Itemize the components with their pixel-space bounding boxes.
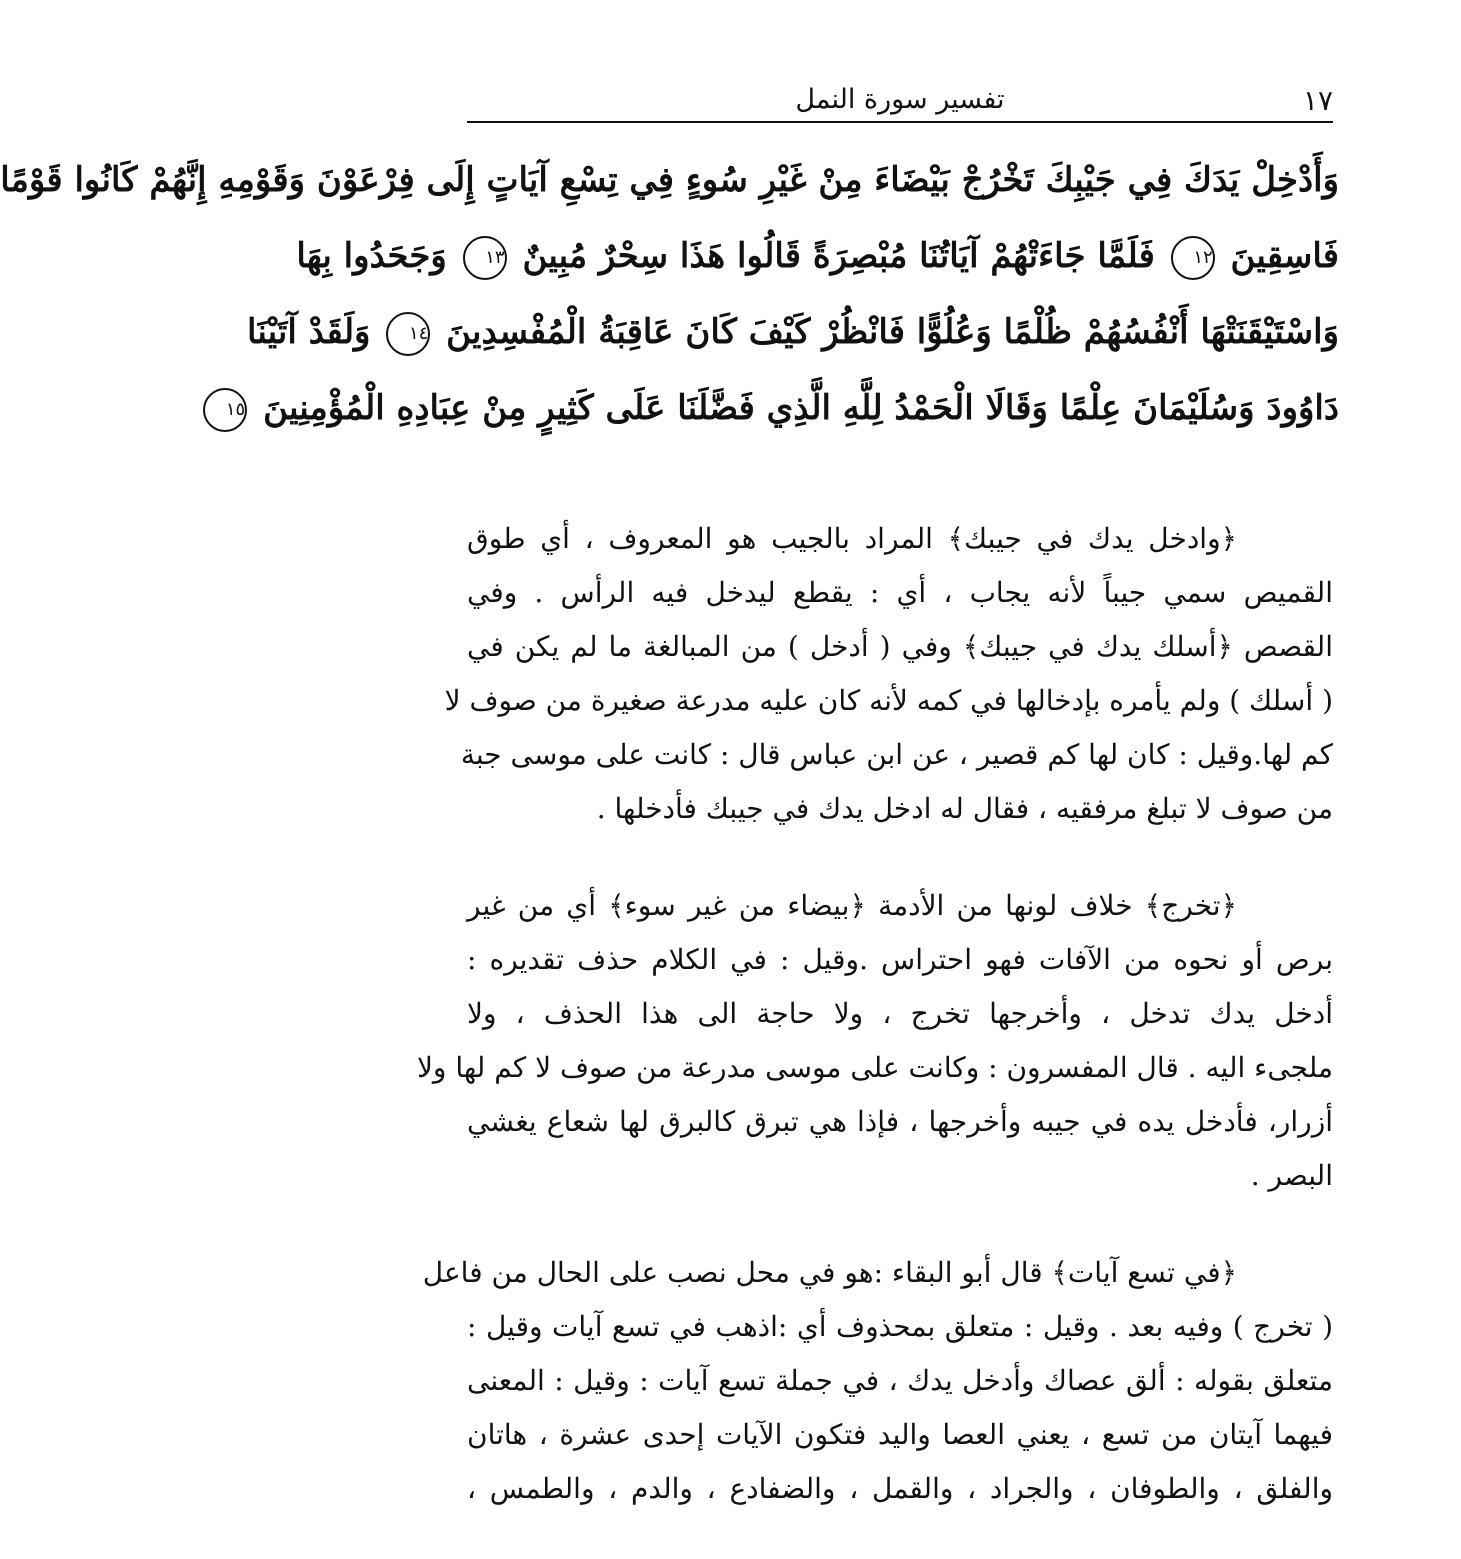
verse-number-marker: ١٣ (463, 236, 507, 280)
text-line: القميص سمي جيباً لأنه يجاب ، أي : يقطع ليدخل فيه الرأس . وفي (467, 576, 1333, 609)
text-line: كم لها.وقيل : كان لها كم قصير ، عن ابن عباس قال : كانت على موسى جبة (460, 738, 1333, 771)
page-title: تفسير سورة النمل (795, 84, 1005, 115)
verse-number-marker: ١٤ (386, 312, 430, 356)
text-line: ﴿تخرج﴾ خلاف لونها من الأدمة ﴿بيضاء من غير سوء﴾ أي من غير (467, 889, 1237, 922)
page-header (467, 78, 1333, 122)
text-line: أزرار، فأدخل يده في جيبه وأخرجها ، فإذا هي تبرق كالبرق لها شعاع يغشي (467, 1105, 1333, 1138)
verse-line (296, 218, 1339, 294)
text-line: برص أو نحوه من الآفات فهو احتراس .وقيل : في الكلام حذف تقديره : (467, 943, 1333, 976)
quran-verses (0, 142, 1339, 446)
verse-line (225, 370, 1339, 446)
verse-line (0, 142, 1339, 218)
text-line: ( تخرج ) وفيه بعد . وقيل : متعلق بمحذوف أي :اذهب في تسع آيات وقيل : (467, 1310, 1333, 1343)
text-line: البصر . (1250, 1159, 1333, 1192)
text-line: ﴿وادخل يدك في جيبك﴾ المراد بالجيب هو المعروف ، أي طوق (467, 522, 1237, 555)
verse-number-marker: ١٥ (203, 388, 247, 432)
text-line: والفلق ، والطوفان ، والجراد ، والقمل ، والضفادع ، والدم ، والطمس ، (467, 1472, 1333, 1505)
text-line: ( أسلك ) ولم يأمره بإدخالها في كمه لأنه كان عليه مدرعة صغيرة من صوف لا (444, 684, 1333, 717)
text-line: من صوف لا تبلغ مرفقيه ، فقال له ادخل يدك في جيبك فأدخلها . (596, 792, 1333, 825)
verse-text: فَاسِقِينَ (1230, 236, 1339, 276)
verse-line (247, 294, 1339, 370)
verse-text: وَاسْتَيْقَنَتْهَا أَنْفُسُهُمْ ظُلْمًا وَعُلُوًّا فَانْظُرْ كَيْفَ كَانَ عَاقِبَةُ الْمُفْسِدِينَ (446, 312, 1339, 352)
verse-number-marker: ١٢ (1171, 236, 1215, 280)
verse-text: وَأَدْخِلْ يَدَكَ فِي جَيْبِكَ تَخْرُجْ بَيْضَاءَ مِنْ غَيْرِ سُوءٍ فِي تِسْعِ آيَاتٍ إِلَى فِرْعَوْنَ وَقَوْمِهِ إِنَّهُمْ كَانُوا قَوْمًا (0, 160, 1339, 200)
text-line: متعلق بقوله : ألق عصاك وأدخل يدك ، في جملة تسع آيات : وقيل : المعنى (467, 1364, 1333, 1397)
header-divider (467, 121, 1333, 123)
text-line: أدخل يدك تدخل ، وأخرجها تخرج ، ولا حاجة الى هذا الحذف ، ولا (467, 997, 1334, 1030)
verse-text: وَجَحَدُوا بِهَا (296, 236, 447, 276)
verse-text: وَلَقَدْ آتَيْنَا (247, 312, 371, 352)
verse-text: دَاوُودَ وَسُلَيْمَانَ عِلْمًا وَقَالَا الْحَمْدُ لِلَّهِ الَّذِي فَضَّلَنَا عَلَى كَثِيرٍ مِنْ عِبَادِهِ الْمُؤْمِنِينَ (263, 388, 1339, 428)
text-line: ملجىء اليه . قال المفسرون : وكانت على موسى مدرعة من صوف لا كم لها ولا (416, 1051, 1333, 1084)
text-line: ﴿في تسع آيات﴾ قال أبو البقاء :هو في محل نصب على الحال من فاعل (422, 1256, 1237, 1289)
commentary-paragraph (416, 879, 1334, 1203)
commentary-paragraph (422, 1246, 1333, 1516)
page-number: ١٧ (1302, 84, 1333, 117)
text-line: القصص ﴿أسلك يدك في جيبك﴾ وفي ( أدخل ) من المبالغة ما لم يكن في (467, 630, 1333, 663)
text-line: فيهما آيتان من تسع ، يعني العصا واليد فتكون الآيات إحدى عشرة ، هاتان (467, 1418, 1333, 1451)
commentary-body (416, 512, 1334, 1559)
verse-text: فَلَمَّا جَاءَتْهُمْ آيَاتُنَا مُبْصِرَةً قَالُوا هَذَا سِحْرٌ مُبِينٌ (522, 236, 1155, 276)
commentary-paragraph (444, 512, 1333, 836)
